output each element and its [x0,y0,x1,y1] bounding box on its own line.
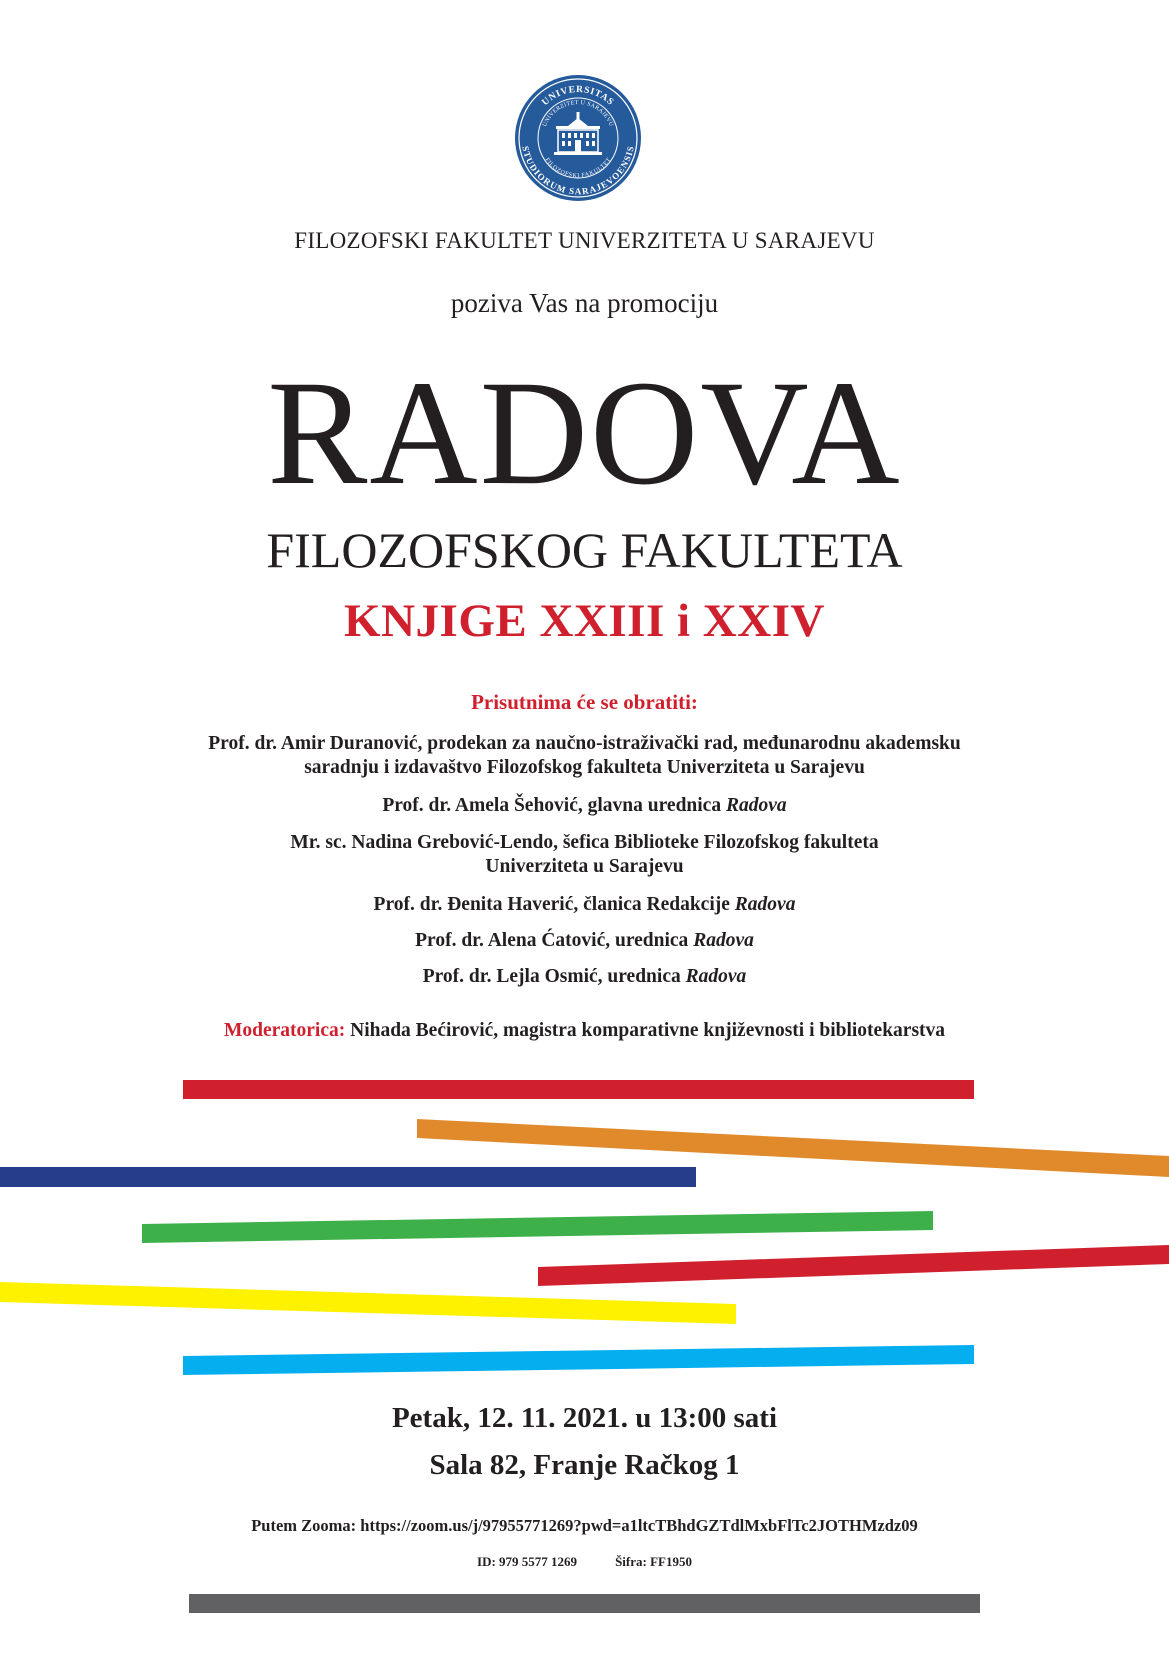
journal-name: Radova [693,930,754,951]
svg-text:UNIVERSITAS: UNIVERSITAS [540,84,616,108]
speaker-line: Prof. dr. Amir Duranović, prodekan za naučno-istraživački rad, međunarodnu akademsku [208,733,961,754]
event-place: Sala 82, Franje Račkog 1 [429,1449,740,1481]
journal-name: Radova [734,894,796,915]
bottom-bar [189,1594,980,1613]
stripe-red-lower [538,1245,1169,1286]
stripe-red-top [183,1080,974,1099]
decorative-stripes [0,1070,1169,1390]
speaker-grebovic-lendo [0,831,1169,879]
journal-name: Radova [725,795,787,816]
speaker-haveric [0,893,1169,917]
meeting-passcode: Šifra: FF1950 [615,1554,692,1569]
svg-text:UNIVERZITET U SARAJEVU: UNIVERZITET U SARAJEVU [542,99,614,128]
faculty-name: FILOZOFSKI FAKULTET UNIVERZITETA U SARAJEVU [294,228,875,253]
moderator-label: Moderatorica: [223,1020,346,1041]
zoom-link[interactable]: Putem Zooma: https://zoom.us/j/97955771269?pwd=a1ltcTBhdGZTdlMxbFlTc2JOTHMzdz09 [251,1516,918,1535]
speaker-text: Prof. dr. Đenita Haverić, članica Redakcije [373,894,735,915]
meeting-id: ID: 979 5577 1269 [477,1554,578,1569]
moderator-text: Nihada Bećirović, magistra komparativne književnosti i bibliotekarstva [345,1020,946,1041]
speakers-heading: Prisutnima će se obratiti: [471,690,698,714]
speaker-osmic [0,965,1169,989]
speaker-line: saradnju i izdavaštvo Filozofskog fakulteta Univerziteta u Sarajevu [304,757,865,778]
invitation-text: poziva Vas na promociju [450,288,719,318]
speaker-line: Mr. sc. Nadina Grebović-Lendo, šefica Biblioteke Filozofskog fakulteta [290,832,879,853]
meeting-credentials [0,1554,1169,1570]
svg-text:FILOZOFSKI FAKULTET: FILOZOFSKI FAKULTET [543,157,613,180]
svg-text:STUDIORUM SARAJEVOENSIS: STUDIORUM SARAJEVOENSIS [520,145,636,197]
moderator-line [0,1020,1169,1042]
sub-title: FILOZOFSKOG FAKULTETA [266,522,903,578]
stripe-green [142,1211,933,1243]
journal-name: Radova [685,966,747,987]
event-date: Petak, 12. 11. 2021. u 13:00 sati [391,1402,778,1434]
speaker-line: Univerziteta u Sarajevu [485,856,684,877]
stripe-cyan [183,1345,974,1375]
speaker-text: Prof. dr. Amela Šehović, glavna urednica [382,795,726,816]
books-title: KNJIGE XXIII i XXIV [344,595,825,647]
stripe-yellow [0,1282,736,1324]
main-title: RADOVA [267,350,902,516]
university-seal-logo [514,74,642,202]
speaker-text: Prof. dr. Alena Ćatović, urednica [415,930,694,951]
speaker-catovic [0,929,1169,953]
stripe-blue [0,1167,696,1187]
speaker-duranovic [0,732,1169,780]
speaker-text: Prof. dr. Lejla Osmić, urednica [422,966,686,987]
speaker-sehovic [0,794,1169,818]
